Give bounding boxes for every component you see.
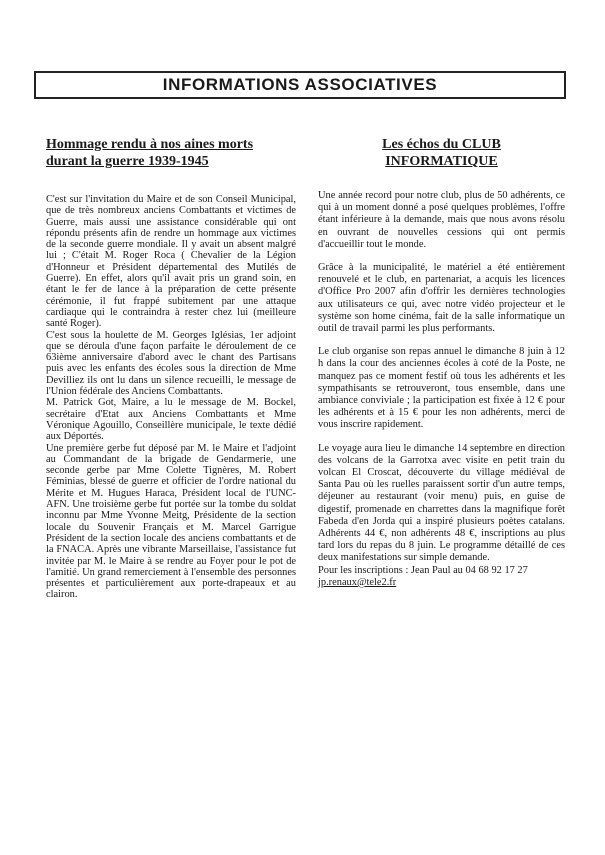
heading-line-1: Hommage rendu à nos aines morts xyxy=(46,137,254,152)
article-hommage xyxy=(46,136,296,601)
paragraph-2: C'est sous la houlette de M. Georges Iglésias, 1er adjoint que se déroula d'une façon parfaite le déroulement de ce 63ième anniversaire d'abord avec le chant des Partisans puis avec les enfants des écoles sous la direction de Mme Devilliez ils ont lu dans un silence recueilli, le message de l'Union fédérale des Anciens Combattants. xyxy=(46,329,296,398)
contact-email-link[interactable]: jp.renaux@tele2.fr xyxy=(318,576,397,588)
paragraph-4: Une première gerbe fut déposé par M. le Maire et l'adjoint au Commandant de la brigade de Gendarmerie, une seconde gerbe par Mme Colette Tignères, M. Robert Féminias, blessé de guerre et officier de l'ordre national du Mérite et M. Hugues Haraca, Président local de l'UNC-AFN. Une troisième gerbe fut portée sur la tombe du soldat inconnu par Mme Yvonne Meitg, Présidente de la section locale du Souvenir Français et M. Marcel Garrigue Président de la section locale des anciens combattants et de la FNACA. Après une vibrante Marseillaise, l'assistance fut invitée par M. le Maire à se rendre au Foyer pour le pot de l'amitié. Un grand remerciement à l'ensemble des personnes présentes et particulièrement aux porte-drapeaux et au clairon. xyxy=(46,442,296,601)
banner-title: INFORMATIONS ASSOCIATIVES xyxy=(162,75,438,94)
paragraph-2: Grâce à la municipalité, le matériel a été entièrement renouvelé et le club, en partenariat, a acquis les licences d'Office Pro 2007 afin d'offrir les dernières technologies aux utilisateurs ce qui, avec notre vidéo projecteur et le système son home cinéma, fait de la salle informatique un outil de travail parmi les plus performants. xyxy=(318,262,565,335)
paragraph-1: C'est sur l'invitation du Maire et de son Conseil Municipal, que de très nombreux anciens Combattants et victimes de Guerre, mais aussi une assistance considérable qui ont répondu présents afin de rendre un hommage aux victimes de la seconde guerre mondiale. Il y avait un absent malgré lui ; C'était M. Roger Roca ( Chevalier de la Légion d'Honneur et Président départemental des Mutilés de Guerre). En effet, alors qu'il avait pris un grand soin, en étant le fer de lance à la préparation de cette présente cérémonie, il fut frappé subitement par une attaque cardiaque qui le contraindra à rester chez lui (meilleure santé Roger). xyxy=(46,194,296,330)
contact-line: Pour les inscriptions : Jean Paul au 04 68 92 17 27 xyxy=(318,564,528,576)
heading-line-2: INFORMATIQUE xyxy=(385,154,498,169)
article-heading xyxy=(318,136,565,170)
heading-line-1: Les échos du CLUB xyxy=(382,137,501,152)
paragraph-1: Une année record pour notre club, plus de 50 adhérents, ce qui à un moment donné a posé quelques problèmes, l'offre étant inférieure à la demande, mais que nous avons résolu en ouvrant de nouvelles cessions qui ont permis d'accueillir tout le monde. xyxy=(318,190,565,250)
paragraph-3: M. Patrick Got, Maire, a lu le message de M. Bockel, secrétaire d'Etat aux Anciens Combattants et Mme Véronique Agouillo, Conseillère municipale, le texte dédié aux Déportés. xyxy=(46,397,296,443)
heading-line-2: durant la guerre 1939-1945 xyxy=(46,154,209,169)
section-banner xyxy=(34,71,566,99)
article-club-informatique xyxy=(318,136,565,589)
paragraph-3: Le club organise son repas annuel le dimanche 8 juin à 12 h dans la cour des anciennes écoles à coté de la Poste, ne manquez pas ce moment festif où tous les adhérents et les sympathisants se retrouveront, tous ensemble, dans une ambiance conviviale ; la participation est fixée à 12 € pour les adhérents et à 15 € pour les non adhérents, merci de vous inscrire rapidement. xyxy=(318,346,565,431)
paragraph-4: Le voyage aura lieu le dimanche 14 septembre en direction des volcans de la Garrotxa avec visite en petit train du volcan El Croscat, découverte du village médiéval de Santa Pau où les ruelles paraissent sortir d'un autre temps, déjeuner au restaurant (voir menu) puis, en guise de digestif, promenade en charrettes dans la magnifique forêt Fabeda d'en Jorda qui a inspiré plusieurs poètes catalans. Adhérents 44 €, non adhérents 48 €, inscriptions au plus tard lors du repas du 8 juin. Le programme détaillé de ces deux manifestations sur simple demande. xyxy=(318,442,565,564)
article-heading xyxy=(46,136,296,170)
